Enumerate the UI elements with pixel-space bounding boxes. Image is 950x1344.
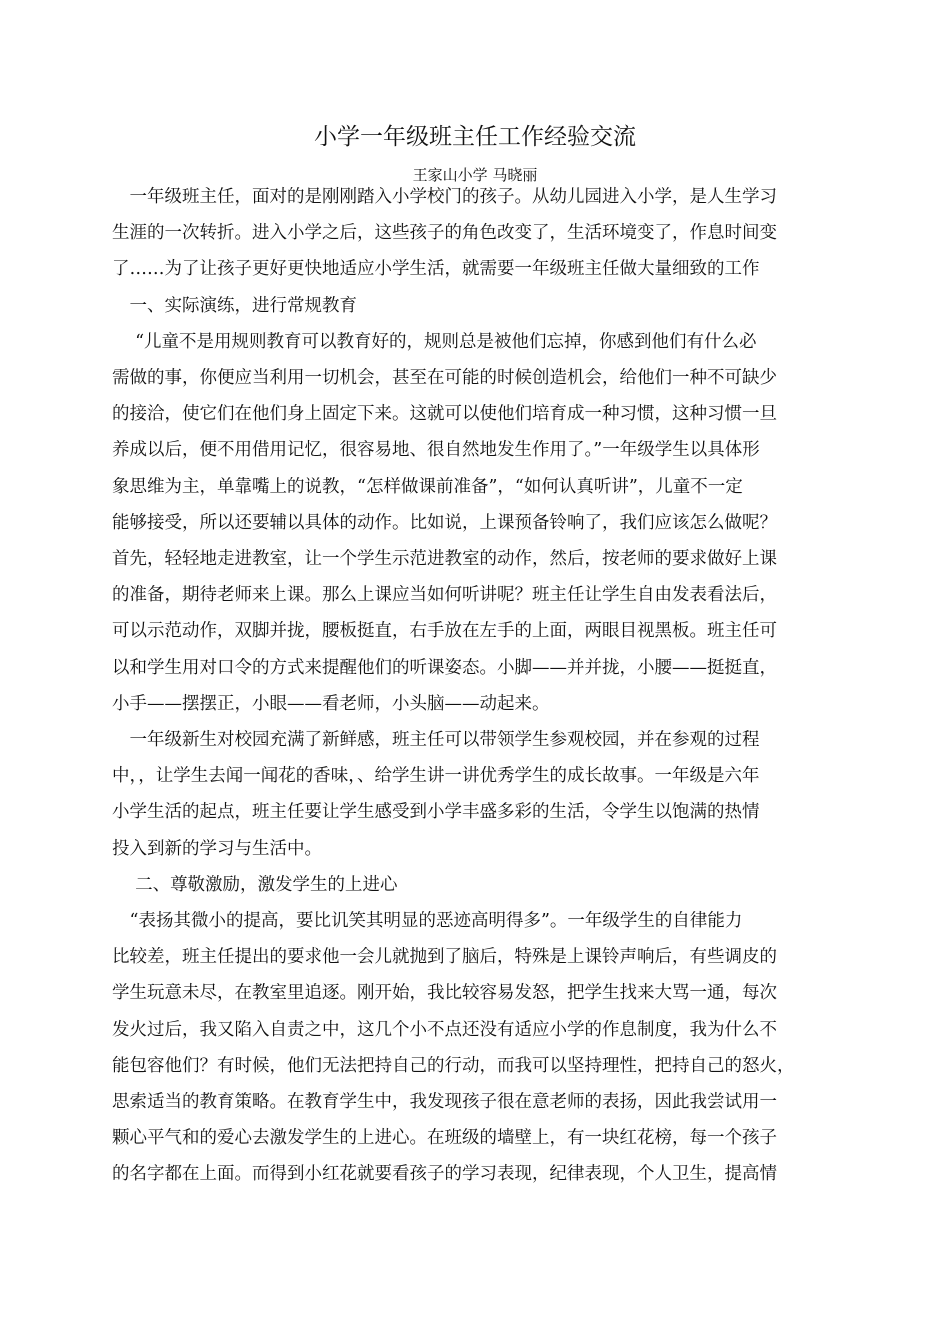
document-title: 小学一年级班主任工作经验交流 <box>314 124 636 150</box>
text-line: 的准备，期待老师来上课。那么上课应当如何听讲呢？班主任让学生自由发表看法后， <box>112 585 777 606</box>
text-line: 颗心平气和的爱心去激发学生的上进心。在班级的墙壁上，有一块红花榜，每一个孩子 <box>112 1128 777 1149</box>
text-line: 比较差，班主任提出的要求他一会儿就抛到了脑后，特殊是上课铃声响后，有些调皮的 <box>112 947 777 968</box>
text-line: 了……为了让孩子更好更快地适应小学生活，就需要一年级班主任做大量细致的工作 <box>112 259 760 280</box>
text-line: 能包容他们？有时候，他们无法把持自己的行动，而我可以坚持理性，把持自己的怒火， <box>112 1055 795 1076</box>
text-line: 小学生活的起点，班主任要让学生感受到小学丰盛多彩的生活，令学生以饱满的热情 <box>112 802 760 823</box>
text-line: 需做的事，你便应当利用一切机会，甚至在可能的时候创造机会，给他们一种不可缺少 <box>112 368 777 388</box>
text-line: 投入到新的学习与生活中。 <box>112 838 322 859</box>
text-line: 生涯的一次转折。进入小学之后，这些孩子的角色改变了，生活环境变了，作息时间变 <box>112 223 777 244</box>
text-line: 思索适当的教育策略。在教育学生中，我发现孩子很在意老师的表扬，因此我尝试用一 <box>112 1092 777 1112</box>
text-line: 一、实际演练，进行常规教育 <box>112 295 357 316</box>
text-line: 能够接受，所以还要辅以具体的动作。比如说，上课预备铃响了，我们应该怎么做呢？ <box>112 512 777 533</box>
text-line: 养成以后，便不用借用记忆，很容易地、很自然地发生作用了。”一年级学生以具体形 <box>112 440 760 461</box>
text-line: “表扬其微小的提高，要比讥笑其明显的恶迹高明得多”。一年级学生的自律能力 <box>112 911 743 931</box>
document-author: 王家山小学 马晓丽 <box>412 166 538 184</box>
text-line: “儿童不是用规则教育可以教育好的，规则总是被他们忘掉，你感到他们有什么必 <box>112 331 757 352</box>
text-line: 二、尊敬激励，激发学生的上进心 <box>112 874 398 895</box>
text-line: 的接洽，使它们在他们身上固定下来。这就可以使他们培育成一种习惯，这种习惯一旦 <box>112 404 777 425</box>
text-line: 一年级新生对校园充满了新鲜感，班主任可以带领学生参观校园，并在参观的过程 <box>112 730 760 750</box>
text-line: 中，，让学生去闻一闻花的香味，、给学生讲一讲优秀学生的成长故事。一年级是六年 <box>112 766 760 787</box>
text-line: 的名字都在上面。而得到小红花就要看孩子的学习表现，纪律表现，个人卫生，提高情 <box>112 1164 777 1185</box>
text-line: 可以示范动作，双脚并拢，腰板挺直，右手放在左手的上面，两眼目视黑板。班主任可 <box>112 621 777 642</box>
text-line: 以和学生用对口令的方式来提醒他们的听课姿态。小脚——并并拢，小腰——挺挺直， <box>112 657 777 678</box>
text-line: 一年级班主任，面对的是刚刚踏入小学校门的孩子。从幼儿园进入小学，是人生学习 <box>112 187 777 207</box>
text-line: 小手——摆摆正，小眼——看老师，小头脑——动起来。 <box>112 693 550 714</box>
text-line: 学生玩意未尽，在教室里追逐。刚开始，我比较容易发怒，把学生找来大骂一通，每次 <box>112 983 777 1004</box>
text-line: 象思维为主，单靠嘴上的说教，“怎样做课前准备”，“如何认真听讲”，儿童不一定 <box>112 476 743 497</box>
text-line: 首先，轻轻地走进教室，让一个学生示范进教室的动作，然后，按老师的要求做好上课 <box>112 549 777 569</box>
text-line: 发火过后，我又陷入自责之中，这几个小不点还没有适应小学的作息制度，我为什么不 <box>112 1019 777 1040</box>
